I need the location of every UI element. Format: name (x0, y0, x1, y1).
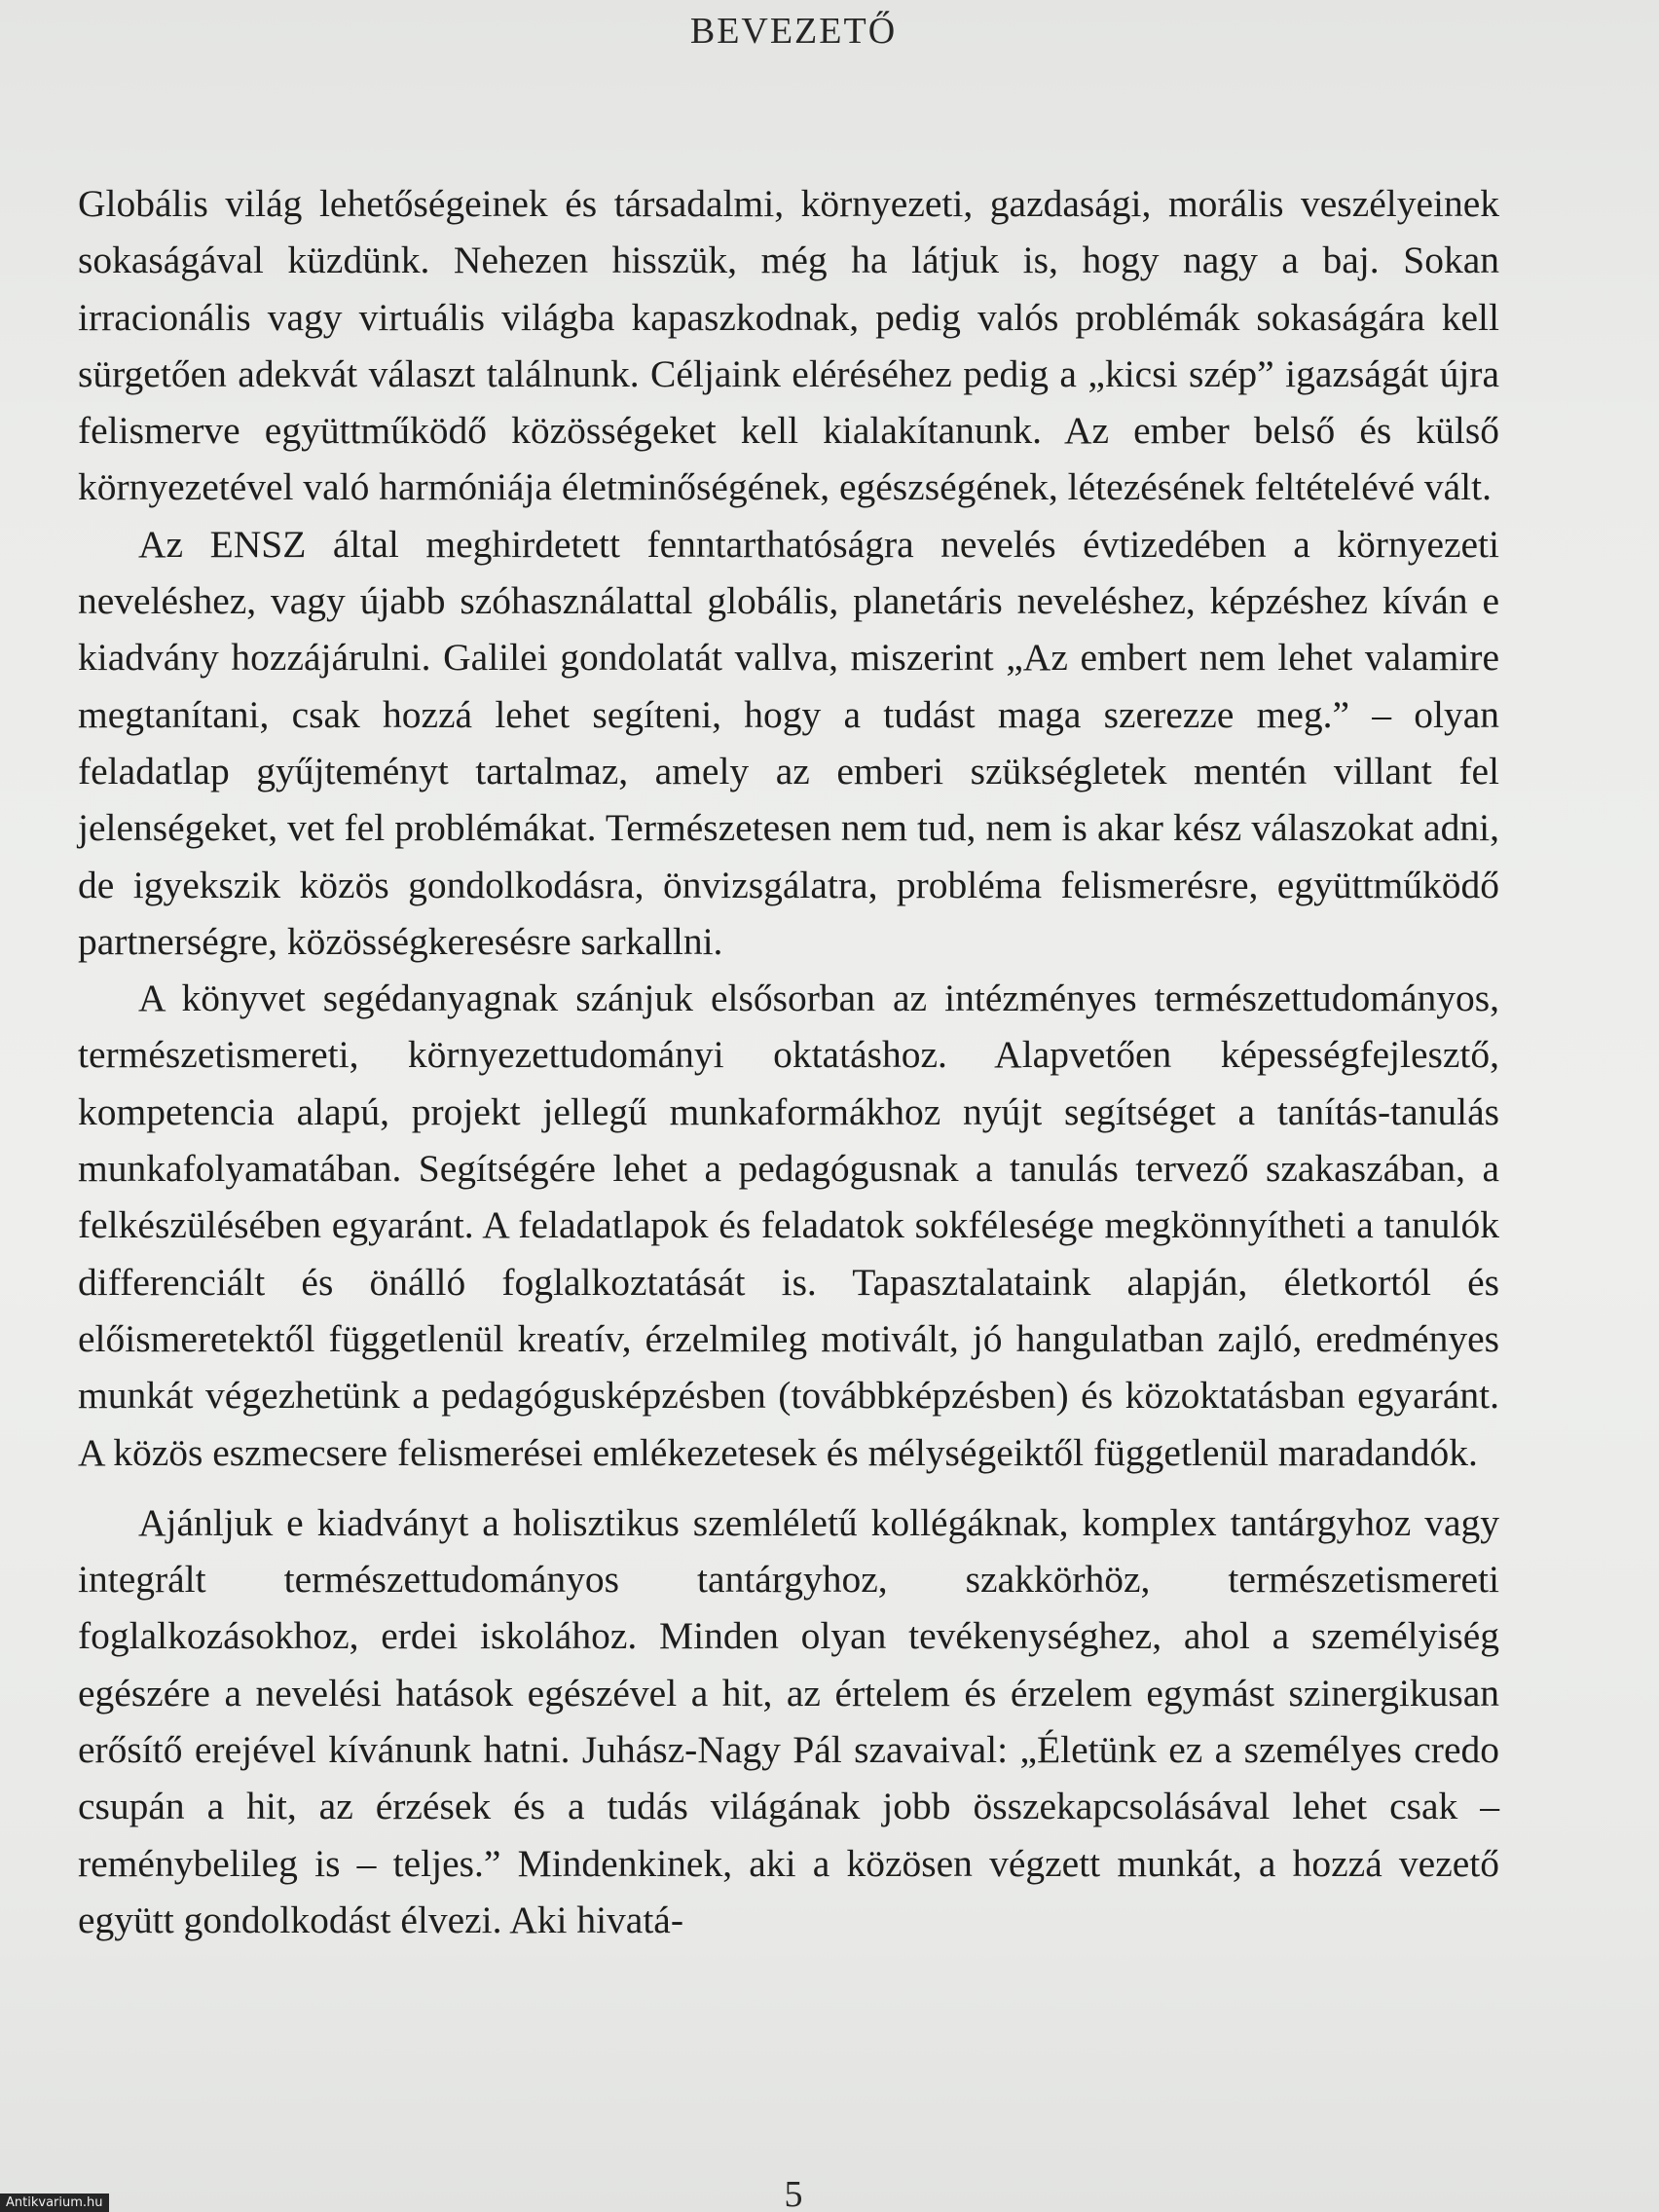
paragraph-1: Globális világ lehetőségeinek és társadalmi, környezeti, gazdasági, morális veszélyeinek sokaságával küzdünk. Nehezen hisszük, még ha látjuk is, hogy nagy a baj. Sokan irracionális vagy virtuális világba kapaszkodnak, pedig valós problémák sokaságára kell sürgetően adekvát választ találnunk. Céljaink eléréséhez pedig a „kicsi szép” igazságát újra felismerve együttműködő közösségeket kell kialakítanunk. Az ember belső és külső környezetével való harmóniája életminőségének, egészségének, létezésének feltételévé vált. (78, 182, 1499, 509)
page-number: 5 (784, 2174, 803, 2212)
paragraph-2: Az ENSZ által meghirdetett fenntarthatóságra nevelés évtizedében a környezeti neveléshez, vagy újabb szóhasználattal globális, planetáris neveléshez, képzéshez kíván e kiadvány hozzájárulni. Galilei gondolatát vallva, miszerint „Az embert nem lehet valamire megtanítani, csak hozzá lehet segíteni, hogy a tudást maga szerezze meg.” – olyan feladatlap gyűjteményt tartalmaz, amely az emberi szükségletek mentén villant fel jelenségeket, vet fel problémákat. Természetesen nem tud, nem is akar kész válaszokat adni, de igyekszik közös gondolkodásra, önvizsgálatra, probléma felismerésre, együttműködő partnerségre, közösségkeresésre sarkallni. (78, 522, 1499, 963)
paragraph-3: A könyvet segédanyagnak szánjuk elsősorban az intézményes természettudományos, természetismereti, környezettudományi oktatáshoz. Alapvetően képességfejlesztő, kompetencia alapú, projekt jellegű munkaformákhoz nyújt segítséget a tanítás-tanulás munkafolyamatában. Segítségére lehet a pedagógusnak a tanulás tervező szakaszában, a felkészülésében egyaránt. A feladatlapok és feladatok sokfélesége megkönnyítheti a tanulók differenciált és önálló foglalkoztatását is. Tapasztalataink alapján, életkortól és előismeretektől függetlenül kreatív, érzelmileg motivált, jó hangulatban zajló, eredményes munkát végezhetünk a pedagógusképzésben (továbbképzésben) és közoktatásban egyaránt. A közös eszmecsere felismerései emlékezetesek és mélységeiktől függetlenül maradandók. (78, 977, 1499, 1474)
body-text (78, 175, 1499, 1948)
running-head: BEVEZETŐ (689, 11, 898, 52)
watermark: Antikvarium.hu (0, 2194, 109, 2212)
paragraph-4: Ajánljuk e kiadványt a holisztikus szemléletű kollégáknak, komplex tantárgyhoz vagy integrált természettudományos tantárgyhoz, szakkörhöz, természetismereti foglalkozásokhoz, erdei iskolához. Minden olyan tevékenységhez, ahol a személyiség egészére a nevelési hatások egészével a hit, az értelem és érzelem egymást szinergikusan erősítő erejével kívánunk hatni. Juhász-Nagy Pál szavaival: „Életünk ez a személyes credo csupán a hit, az érzések és a tudás világának jobb összekapcsolásával lehet csak – reménybelileg is – teljes.” Mindenkinek, aki a közösen végzett munkát, a hozzá vezető együtt gondolkodást élvezi. Aki hivatá- (78, 1500, 1499, 1941)
